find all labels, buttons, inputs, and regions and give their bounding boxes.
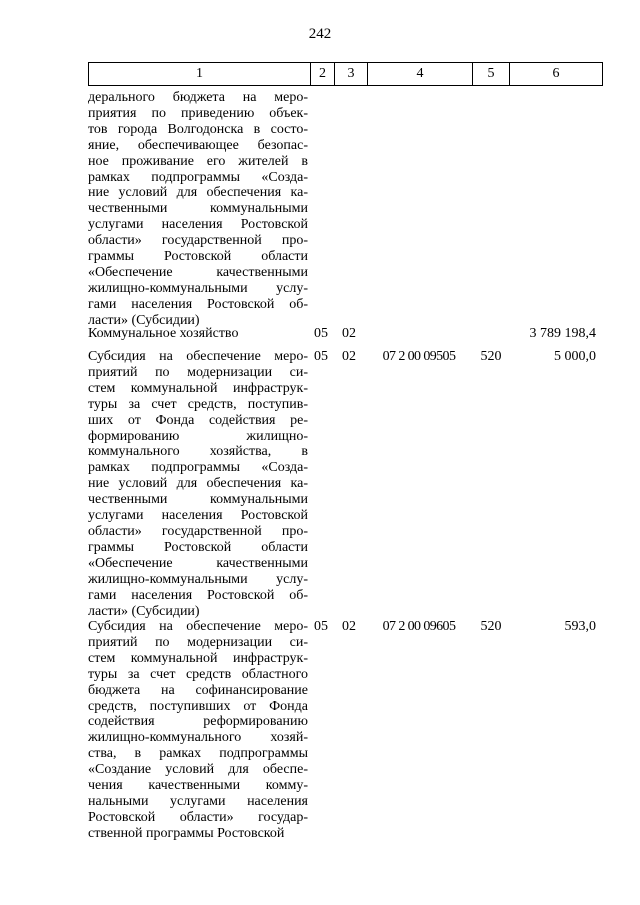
description-line: граммы Ростовской области (88, 249, 308, 265)
row-subsection-code: 02 (342, 619, 356, 634)
description-line: области» государственной про- (88, 523, 308, 539)
description-line: граммы Ростовской области (88, 539, 308, 555)
description-line: туры за счет средств областного (88, 666, 308, 682)
description-line: Субсидия на обеспечение меро- (88, 619, 308, 634)
description-line: приятий по модернизации си- (88, 634, 308, 650)
description-line: ние условий для обеспечения ка- (88, 185, 308, 201)
description-line: ства, в рамках подпрограммы (88, 746, 308, 762)
description-line: чественными коммунальными (88, 492, 308, 508)
description-line: рамках подпрограммы «Созда- (88, 460, 308, 476)
row-section-code: 05 (314, 619, 328, 634)
row-subsection-code: 02 (342, 349, 356, 364)
row-expense-type: 520 (480, 619, 502, 634)
page-number: 242 (308, 26, 332, 42)
description-line: бюджета на софинансирование (88, 682, 308, 698)
description-line: области» государственной про- (88, 233, 308, 249)
description-line: «Обеспечение качественными (88, 264, 308, 280)
header-col-3: 3 (335, 63, 368, 86)
description-line: стем коммунальной инфраструк- (88, 380, 308, 396)
row-section-code: 05 (314, 326, 328, 341)
description-line: ное проживание его жителей в (88, 153, 308, 169)
description-line: формированию жилищно- (88, 428, 308, 444)
row-description (88, 349, 308, 619)
description-line: Коммунальное хозяйство (88, 326, 239, 341)
description-line: нальными услугами населения (88, 793, 308, 809)
description-line: Ростовской области» государ- (88, 809, 308, 825)
description-line: жилищно-коммунальными услу- (88, 280, 308, 296)
description-line: ние условий для обеспечения ка- (88, 476, 308, 492)
table-header (88, 62, 603, 86)
header-col-6: 6 (510, 63, 603, 86)
description-line: средств, поступивших от Фонда (88, 698, 308, 714)
row-section-code: 05 (314, 349, 328, 364)
description-line: тов города Волгодонска в состо- (88, 121, 308, 137)
row-amount: 3 789 198,4 (529, 326, 596, 341)
header-col-5: 5 (473, 63, 510, 86)
row-amount: 5 000,0 (554, 349, 596, 364)
description-line: «Создание условий для обеспе- (88, 762, 308, 778)
description-line: коммунального хозяйства, в (88, 444, 308, 460)
description-line: ласти» (Субсидии) (88, 603, 200, 619)
description-line: ласти» (Субсидии) (88, 312, 200, 328)
row-target-article: 07 2 00 09605 (382, 619, 456, 634)
row-subsection-code: 02 (342, 326, 356, 341)
description-line: жилищно-коммунального хозяй- (88, 730, 308, 746)
description-line: ственной программы Ростовской (88, 825, 285, 841)
row-description (88, 90, 308, 329)
description-line: яние, обеспечивающее безопас- (88, 137, 308, 153)
description-line: «Обеспечение качественными (88, 555, 308, 571)
description-line: туры за счет средств, поступив- (88, 396, 308, 412)
description-line: услугами населения Ростовской (88, 217, 308, 233)
description-line: гами населения Ростовской об- (88, 587, 308, 603)
description-line: гами населения Ростовской об- (88, 296, 308, 312)
row-target-article: 07 2 00 09505 (382, 349, 456, 364)
description-line: ших от Фонда содействия ре- (88, 412, 308, 428)
row-description (88, 619, 308, 842)
description-line: Субсидия на обеспечение меро- (88, 349, 308, 364)
description-line: содействия реформированию (88, 714, 308, 730)
description-line: дерального бюджета на меро- (88, 90, 308, 105)
description-line: стем коммунальной инфраструк- (88, 650, 308, 666)
table-header-row (89, 63, 603, 86)
description-line: чения качественными комму- (88, 778, 308, 794)
description-line: приятий по модернизации си- (88, 364, 308, 380)
row-description (88, 326, 308, 342)
header-col-4: 4 (368, 63, 473, 86)
row-expense-type: 520 (480, 349, 502, 364)
description-line: жилищно-коммунальными услу- (88, 571, 308, 587)
description-line: приятия по приведению объек- (88, 105, 308, 121)
header-col-1: 1 (89, 63, 311, 86)
description-line: чественными коммунальными (88, 201, 308, 217)
header-col-2: 2 (311, 63, 335, 86)
description-line: услугами населения Ростовской (88, 508, 308, 524)
description-line: рамках подпрограммы «Созда- (88, 169, 308, 185)
row-amount: 593,0 (564, 619, 596, 634)
